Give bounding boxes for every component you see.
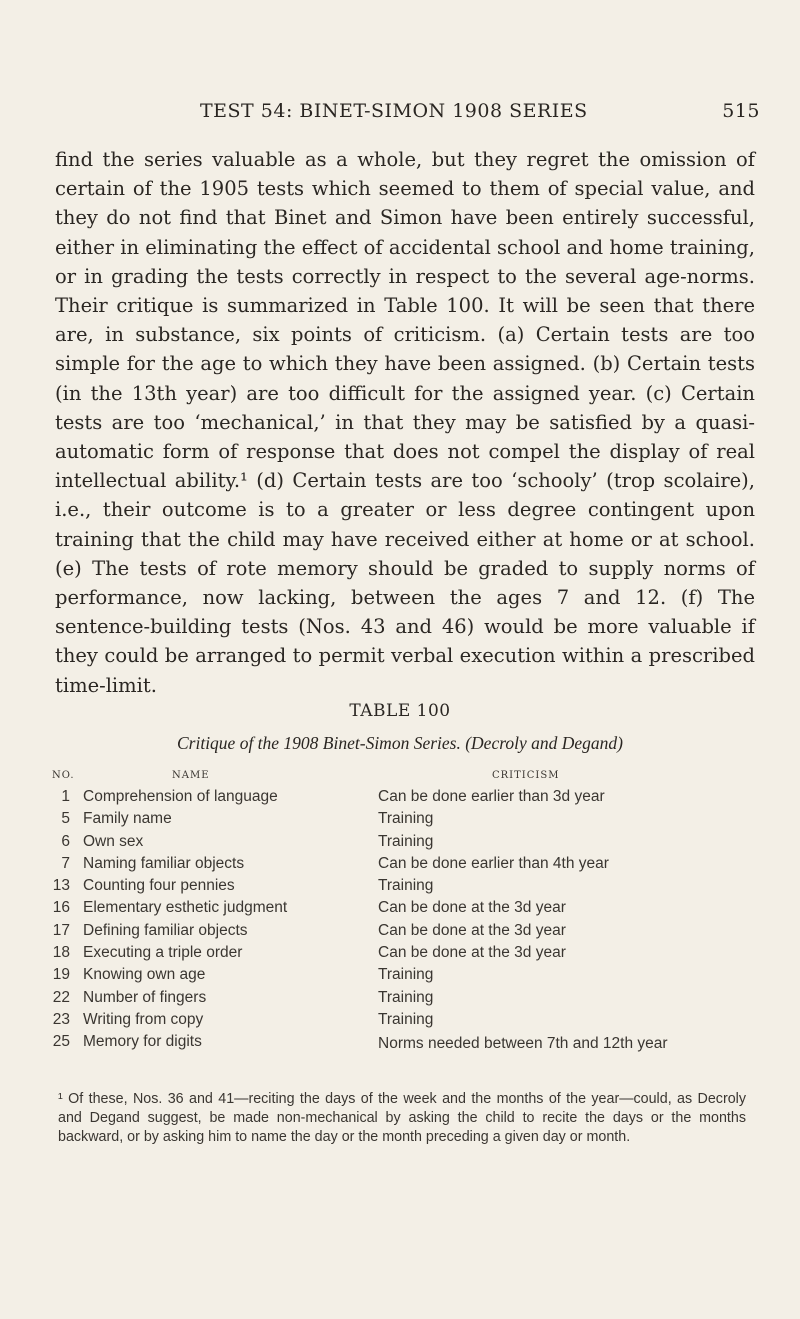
row-criticism: Training — [378, 966, 434, 984]
row-no: 17 — [52, 921, 70, 939]
row-criticism: Can be done at the 3d year — [378, 944, 566, 962]
row-criticism: Can be done earlier than 3d year — [378, 788, 605, 805]
row-name: Comprehension of language — [83, 788, 278, 805]
table-row — [52, 833, 752, 855]
table-row — [52, 810, 752, 832]
table-row — [52, 788, 752, 810]
row-no: 22 — [52, 988, 70, 1006]
table-row — [52, 922, 752, 944]
table-row — [52, 966, 752, 988]
row-no: 25 — [52, 1033, 70, 1051]
header-name: NAME — [172, 770, 210, 781]
row-criticism: Training — [378, 810, 434, 828]
body-text — [55, 145, 755, 700]
row-name: Defining familiar objects — [83, 921, 248, 939]
table-row — [52, 1033, 752, 1079]
row-criticism: Can be done earlier than 4th year — [378, 854, 609, 872]
row-no: 13 — [52, 877, 70, 895]
row-no: 16 — [52, 899, 70, 917]
row-name: Family name — [83, 810, 172, 828]
row-no: 6 — [61, 832, 70, 850]
table-caption: Critique of the 1908 Binet-Simon Series. (Decroly and Degand) — [176, 733, 623, 753]
row-name: Own sex — [83, 832, 144, 850]
page-number: 515 — [722, 100, 760, 122]
footnote — [58, 1090, 746, 1148]
row-criticism: Training — [378, 1010, 434, 1028]
row-name: Naming familiar objects — [83, 854, 245, 872]
row-criticism: Training — [378, 877, 434, 895]
row-criticism: Training — [378, 832, 434, 850]
row-no: 23 — [52, 1010, 70, 1028]
header-no: NO. — [52, 770, 75, 781]
table-row — [52, 877, 752, 899]
row-name: Executing a triple order — [83, 944, 243, 962]
table-row — [52, 944, 752, 966]
row-name: Knowing own age — [83, 966, 206, 984]
row-name: Memory for digits — [83, 1033, 202, 1051]
row-no: 18 — [52, 944, 70, 962]
table-header-row — [52, 764, 752, 788]
row-no: 19 — [52, 966, 70, 984]
footnote-text: ¹ Of these, Nos. 36 and 41—reciting the days of the week and the months of the year—could, as Decroly and Degand suggest, be made non-mechanical by asking the child to recite the days or the months backward, or by asking him to name the day or the month preceding a given day or month. — [58, 1091, 746, 1146]
table-row — [52, 1011, 752, 1033]
row-no: 1 — [61, 788, 70, 805]
row-criticism: Norms needed between 7th and 12th year — [378, 1035, 668, 1053]
row-no: 5 — [61, 810, 70, 828]
row-name: Number of fingers — [83, 988, 207, 1006]
row-name: Counting four pennies — [83, 877, 235, 895]
row-no: 7 — [61, 854, 70, 872]
header-criticism: CRITICISM — [492, 770, 560, 781]
row-criticism: Can be done at the 3d year — [378, 899, 566, 917]
body-paragraph: find the series valuable as a whole, but they regret the omission of certain of the 1905 tests which seemed to them of special value, and they do not find that Binet and Simon have been entirely successful, either in eliminating the effect of accidental school and home training, or in grading the tests correctly in respect to the several age-norms. Their critique is summarized in Table 100. It will be seen that there are, in substance, six points of criticism. (a) Certain tests are too simple for the age to which they have been assigned. (b) Certain tests (in the 13th year) are too difficult for the assigned year. (c) Certain tests are too ‘mechanical,’ in that they may be satisfied by a quasi-automatic form of response that does not compel the display of real intellectual ability.¹ (d) Certain tests are too ‘schooly’ (trop scolaire), i.e., their outcome is to a greater or less degree contingent upon training that the child may have received either at home or at school. (e) The tests of rote memory should be graded to supply norms of performance, now lacking, between the ages 7 and 12. (f) The sentence-building tests (Nos. 43 and 46) would be more valuable if they could be arranged to permit verbal execution within a prescribed time-limit. — [55, 148, 755, 697]
table-row — [52, 899, 752, 921]
row-criticism: Can be done at the 3d year — [378, 921, 566, 939]
row-criticism: Training — [378, 988, 434, 1006]
running-title: TEST 54: BINET-SIMON 1908 SERIES — [200, 100, 588, 122]
table-row — [52, 855, 752, 877]
row-name: Writing from copy — [83, 1010, 204, 1028]
row-name: Elementary esthetic judgment — [83, 899, 288, 917]
table-title: TABLE 100 — [349, 701, 451, 721]
table-row — [52, 989, 752, 1011]
critique-table — [52, 764, 752, 1079]
